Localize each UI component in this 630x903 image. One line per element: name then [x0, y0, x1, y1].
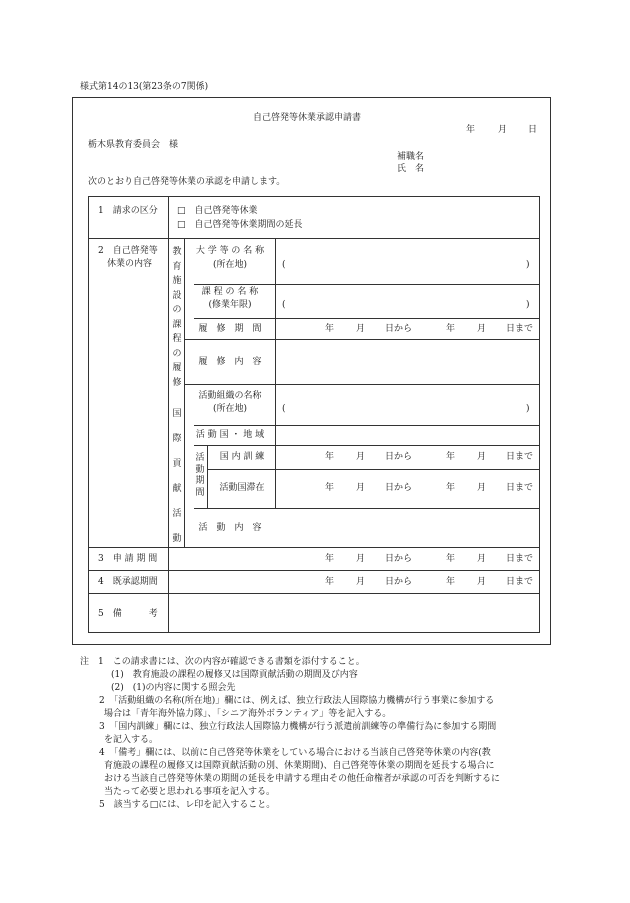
domestic-month-end[interactable]: 月 — [477, 452, 487, 462]
abroad-month-end[interactable]: 月 — [477, 483, 487, 493]
form-title: 自己啓発等休業承認申請書 — [253, 113, 362, 123]
approved-month[interactable]: 月 — [356, 577, 366, 587]
abroad-to[interactable]: 日まで — [506, 483, 534, 493]
option-leave-extension[interactable]: □ 自己啓発等休業期間の延長 — [177, 220, 303, 230]
school-location-label: (所在地) — [212, 260, 248, 270]
study-period-label: 履 修 期 間 — [198, 324, 262, 334]
option-self-development-leave[interactable]: □ 自己啓発等休業 — [177, 206, 258, 216]
col-divider — [207, 445, 208, 508]
approved-to[interactable]: 日まで — [506, 577, 534, 587]
col-divider — [275, 238, 276, 508]
approved-month-end[interactable]: 月 — [477, 577, 487, 587]
study-period-year[interactable]: 年 — [325, 324, 335, 334]
approved-year-end[interactable]: 年 — [446, 577, 456, 587]
note-4-cont-1: 育施設の課程の履修又は国際貢献活動の別、休業期間)、自己啓発等休業の期間を延長する場合に — [104, 761, 495, 771]
row-divider — [184, 339, 539, 340]
date-year[interactable]: 年 — [466, 125, 476, 135]
country-region-label: 活 動 国 ・ 地 域 — [195, 430, 265, 440]
org-name-open[interactable]: ( — [282, 404, 286, 414]
apply-from[interactable]: 日から — [385, 554, 413, 564]
org-name-close: ) — [526, 404, 530, 414]
domestic-from[interactable]: 日から — [385, 452, 413, 462]
note-2-cont: 場合は「青年海外協力隊」、「シニア海外ボランティア」等を記入する。 — [104, 709, 392, 719]
note-5: 5 該当する□には、レ印を記入すること。 — [99, 800, 276, 810]
row3-label: 3 申 請 期 間 — [98, 554, 158, 564]
study-period-year-end[interactable]: 年 — [446, 324, 456, 334]
domestic-year[interactable]: 年 — [325, 452, 335, 462]
row-divider — [89, 570, 539, 571]
study-period-to[interactable]: 日まで — [506, 324, 534, 334]
row-divider — [184, 384, 539, 385]
activity-content-label: 活 動 内 容 — [198, 523, 262, 533]
note-1-1: (1) 教育施設の課程の履修又は国際貢献活動の期間及び内容 — [111, 670, 358, 680]
approved-from[interactable]: 日から — [385, 577, 413, 587]
applicant-position-label: 補職名 — [397, 152, 425, 162]
org-name-label: 活動組織の名称 — [198, 391, 262, 401]
row-divider — [207, 469, 539, 470]
approved-year[interactable]: 年 — [325, 577, 335, 587]
note-3: 3 「国内訓練」欄には、独立行政法人国際協力機構が行う派遣前訓練等の準備行為に参加する期間 — [99, 722, 497, 732]
course-name-label: 課 程 の 名 称 — [201, 287, 259, 297]
apply-to[interactable]: 日まで — [506, 554, 534, 564]
education-section-label: 教育施設の課程の履修 — [172, 247, 182, 388]
course-name-close: ) — [526, 300, 530, 310]
row-divider — [194, 284, 539, 285]
row-divider — [194, 318, 539, 319]
apply-year[interactable]: 年 — [325, 554, 335, 564]
study-content-label: 履 修 内 容 — [198, 357, 262, 367]
school-name-open[interactable]: ( — [282, 260, 286, 270]
col-divider — [168, 197, 169, 632]
date-day[interactable]: 日 — [528, 125, 538, 135]
domestic-to[interactable]: 日まで — [506, 452, 534, 462]
note-4: 4 「備考」欄には、以前に自己啓発等休業をしている場合における当該自己啓発等休業の内容(教 — [99, 748, 491, 758]
intro-text: 次のとおり自己啓発等休業の承認を申請します。 — [88, 177, 286, 187]
row-divider — [89, 593, 539, 594]
note-4-cont-3: 当たって必要と思われる事項を記入する。 — [104, 787, 276, 797]
row-divider — [194, 445, 539, 446]
study-period-month[interactable]: 月 — [356, 324, 366, 334]
note-1: 注 1 この請求書には、次の内容が確認できる書類を添付すること。 — [80, 657, 365, 667]
note-4-cont-2: おける当該自己啓発等休業の期間の延長を申請する理由その他任命権者が承認の可否を判断するに — [104, 774, 501, 784]
apply-month[interactable]: 月 — [356, 554, 366, 564]
apply-month-end[interactable]: 月 — [477, 554, 487, 564]
activity-period-label: 活動期間 — [195, 453, 205, 498]
abroad-stay-label: 活動国滞在 — [219, 483, 265, 493]
domestic-training-label: 国 内 訓 練 — [219, 452, 265, 462]
school-name-close: ) — [526, 260, 530, 270]
note-2: 2 「活動組織の名称(所在地)」欄には、例えば、独立行政法人国際協力機構が行う事業に参加する — [99, 696, 495, 706]
row2-label-line1: 2 自己啓発等 — [98, 246, 158, 256]
abroad-year-end[interactable]: 年 — [446, 483, 456, 493]
date-month[interactable]: 月 — [498, 125, 508, 135]
row-divider — [194, 508, 539, 509]
row-divider — [89, 547, 539, 548]
abroad-from[interactable]: 日から — [385, 483, 413, 493]
row5-label: 5 備 考 — [98, 609, 158, 619]
org-location-label: (所在地) — [212, 404, 248, 414]
applicant-name-label: 氏 名 — [397, 164, 425, 174]
col-divider — [184, 238, 185, 547]
apply-year-end[interactable]: 年 — [446, 554, 456, 564]
school-name-label: 大 学 等 の 名 称 — [195, 246, 265, 256]
international-section-label: 国際貢献活動 — [172, 409, 182, 544]
study-period-from[interactable]: 日から — [385, 324, 413, 334]
abroad-year[interactable]: 年 — [325, 483, 335, 493]
note-1-2: (2) (1)の内容に関する照会先 — [111, 683, 236, 693]
form-reference: 様式第14の13(第23条の7関係) — [80, 82, 209, 92]
application-table — [88, 196, 540, 633]
abroad-month[interactable]: 月 — [356, 483, 366, 493]
domestic-year-end[interactable]: 年 — [446, 452, 456, 462]
note-3-cont: を記入する。 — [104, 735, 159, 745]
row1-label: 1 請求の区分 — [98, 206, 158, 216]
course-name-open[interactable]: ( — [282, 300, 286, 310]
domestic-month[interactable]: 月 — [356, 452, 366, 462]
row-divider — [194, 425, 539, 426]
course-years-label: (修業年限) — [208, 300, 252, 310]
row4-label: 4 既承認期間 — [98, 577, 158, 587]
row2-label-line2: 休業の内容 — [107, 259, 153, 269]
study-period-month-end[interactable]: 月 — [477, 324, 487, 334]
row-divider — [89, 238, 539, 239]
addressee: 栃木県教育委員会 様 — [88, 140, 179, 150]
